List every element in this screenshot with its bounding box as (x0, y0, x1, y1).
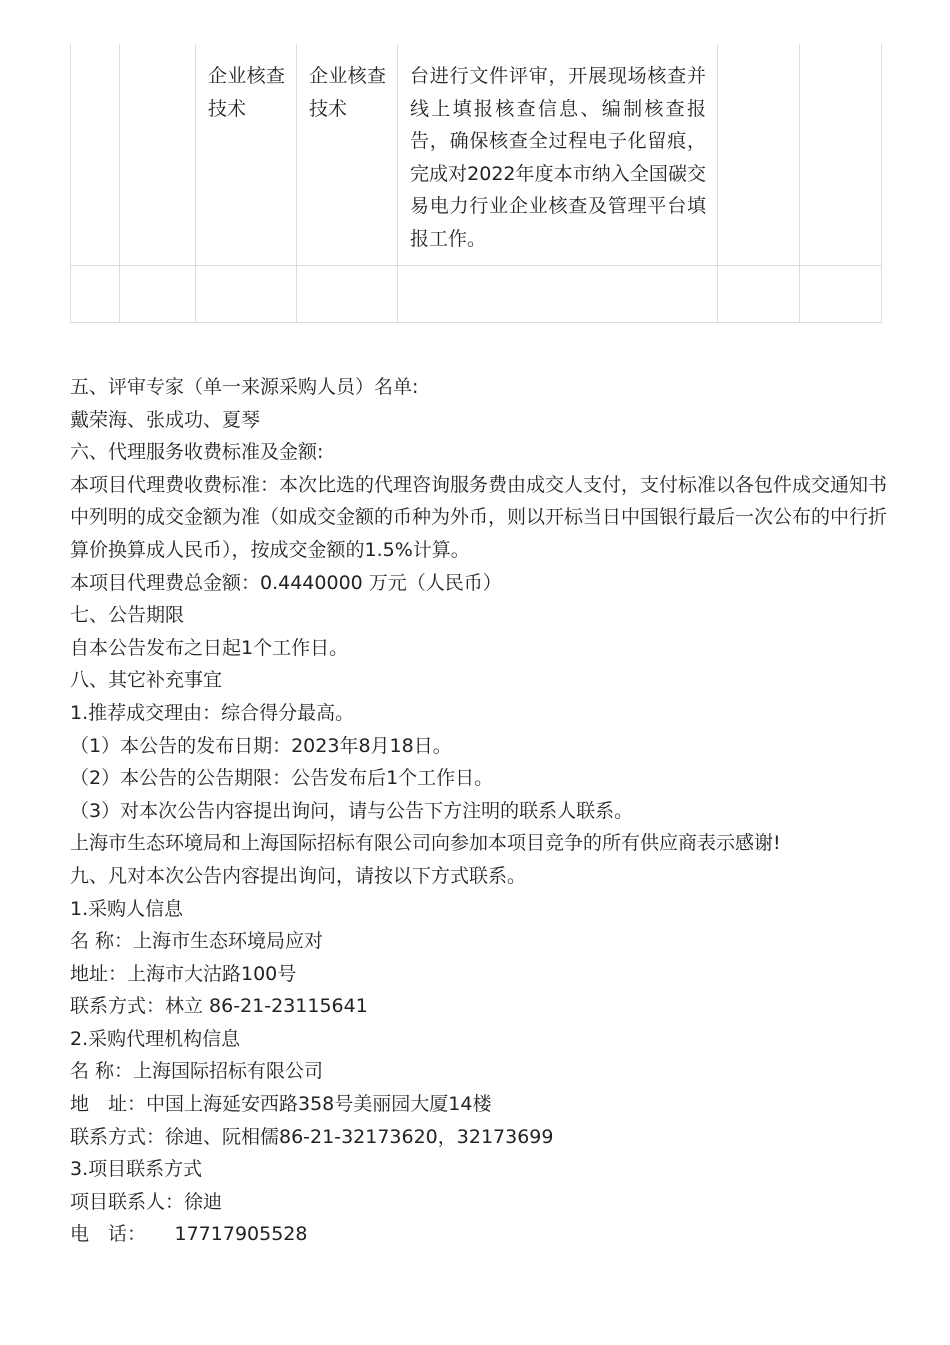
contact-line: 地 址：中国上海延安西路358号美丽园大厦14楼 (70, 1093, 492, 1116)
table-cell (71, 266, 120, 323)
contact-line: 名 称：上海国际招标有限公司 (70, 1060, 324, 1083)
paragraph: 上海市生态环境局和上海国际招标有限公司向参加本项目竞争的所有供应商表示感谢! (70, 832, 781, 855)
section-heading: 六、代理服务收费标准及金额: (70, 441, 324, 464)
project-table (70, 44, 882, 323)
table-row (71, 266, 882, 323)
contact-line: 名 称：上海市生态环境局应对 (70, 930, 324, 953)
section-heading: 八、其它补充事宜 (70, 669, 223, 692)
contact-line: 项目联系人：徐迪 (70, 1190, 223, 1213)
table-row (71, 44, 882, 266)
table-cell (297, 266, 398, 323)
table-cell (800, 44, 882, 266)
table-cell (71, 44, 120, 266)
paragraph: 本项目代理费收费标准：本次比选的代理咨询服务费由成交人支付，支付标准以各包件成交通知书中列明的成交金额为准（如成交金额的币种为外币，则以开标当日中国银行最后一次公布的中行折算价换算成人民币），按成交金额的1.5%计算。 (70, 473, 888, 561)
paragraph: 1.推荐成交理由：综合得分最高。 (70, 701, 355, 724)
table-cell (398, 266, 718, 323)
paragraph: 自本公告发布之日起1个工作日。 (70, 636, 349, 659)
table-cell (800, 266, 882, 323)
section-heading: 九、凡对本次公告内容提出询问，请按以下方式联系。 (70, 864, 527, 887)
contact-line: 联系方式：徐迪、阮相儒86-21-32173620，32173699 (70, 1125, 554, 1148)
announcement-body (70, 371, 890, 1251)
subheading: 3.项目联系方式 (70, 1158, 203, 1181)
subheading: 2.采购代理机构信息 (70, 1027, 241, 1050)
contact-line: 电 话： 17717905528 (70, 1223, 308, 1246)
list-item: （3）对本次公告内容提出询问，请与公告下方注明的联系人联系。 (70, 799, 634, 822)
contact-line: 地址：上海市大沽路100号 (70, 962, 297, 985)
table-cell (398, 44, 718, 266)
section-heading: 五、评审专家（单一来源采购人员）名单: (70, 376, 419, 398)
table-cell-text: 企业核查技术 (208, 65, 285, 120)
table-cell (120, 266, 196, 323)
paragraph: 戴荣海、张成功、夏琴 (70, 408, 261, 431)
table-cell (297, 44, 398, 266)
table-cell (120, 44, 196, 266)
subheading: 1.采购人信息 (70, 897, 184, 920)
contact-line: 联系方式：林立 86-21-23115641 (70, 995, 368, 1018)
list-item: （2）本公告的公告期限：公告发布后1个工作日。 (70, 767, 494, 790)
paragraph: 本项目代理费总金额：0.4440000 万元（人民币） (70, 571, 502, 594)
table-cell-text: 企业核查技术 (309, 65, 386, 120)
table-cell (718, 44, 800, 266)
table-cell-text: 台进行文件评审，开展现场核查并线上填报核查信息、编制核查报告，确保核查全过程电子化留痕，完成对2022年度本市纳入全国碳交易电力行业企业核查及管理平台填报工作。 (410, 65, 706, 250)
list-item: （1）本公告的发布日期：2023年8月18日。 (70, 734, 452, 757)
table-cell (196, 266, 297, 323)
table-cell (196, 44, 297, 266)
section-heading: 七、公告期限 (70, 604, 185, 627)
table-cell (718, 266, 800, 323)
